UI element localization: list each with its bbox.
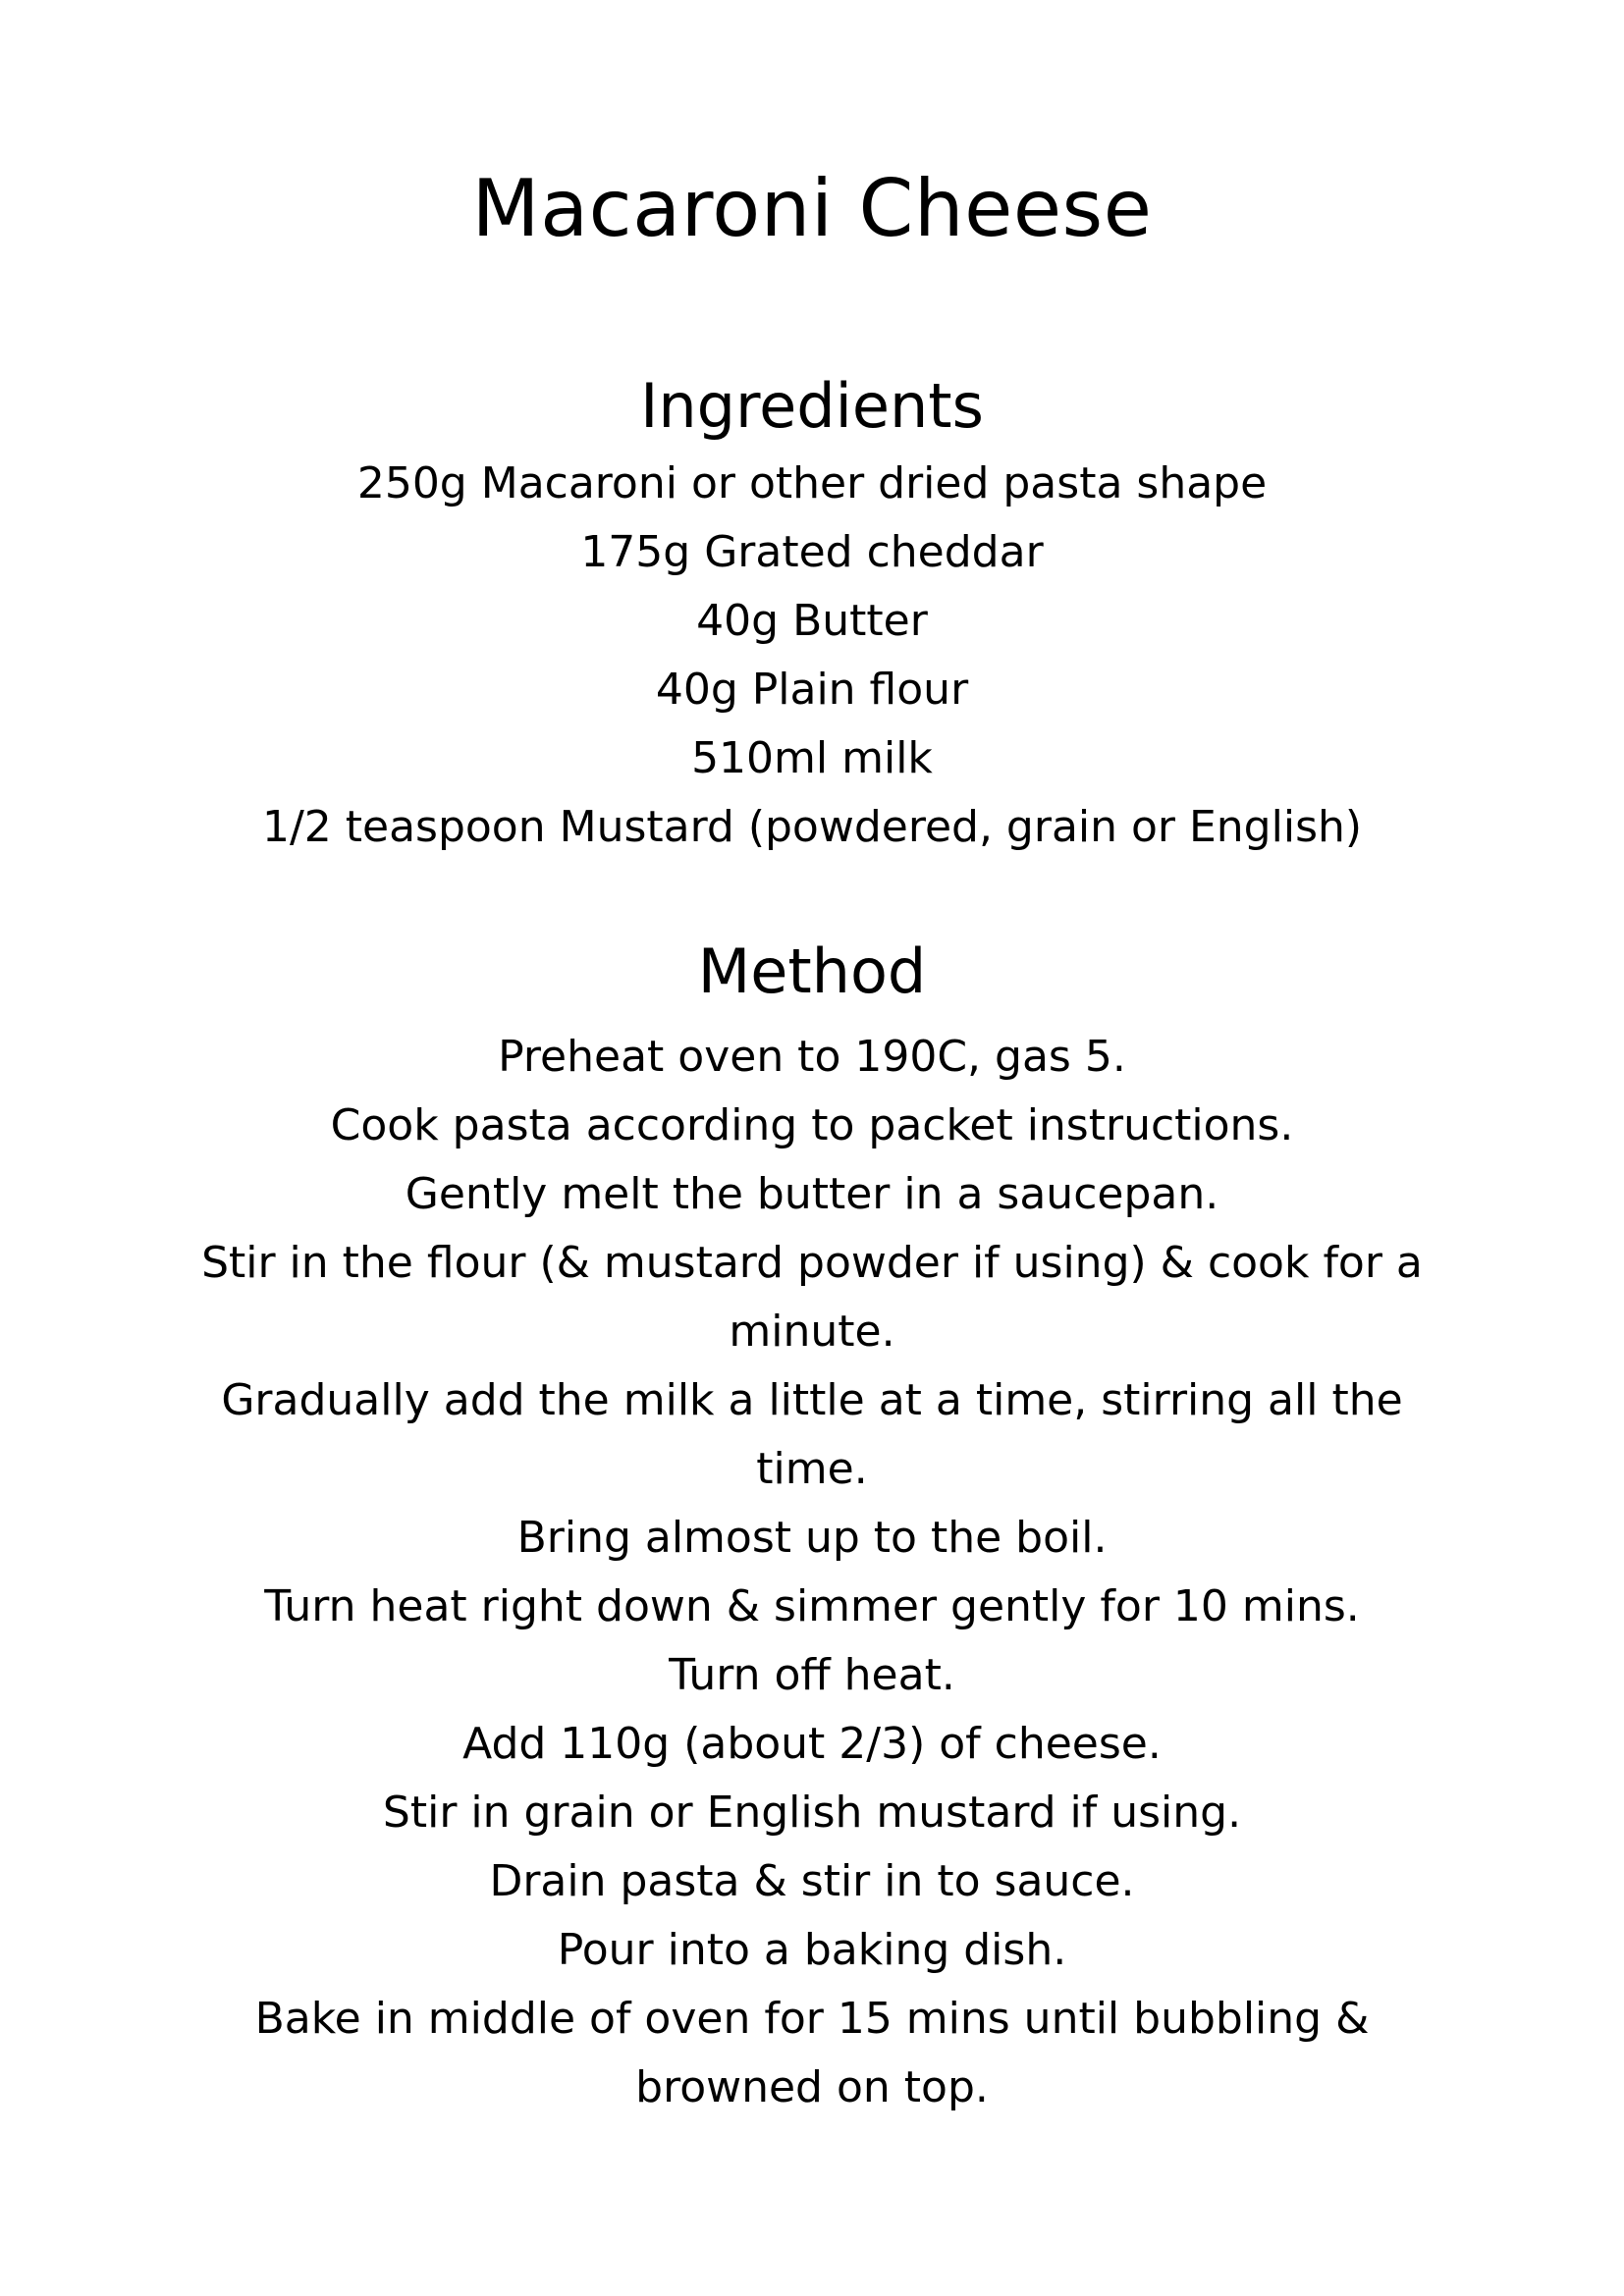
ingredients-list: [147, 450, 1477, 862]
ingredients-heading: Ingredients: [640, 370, 984, 442]
ingredient-item: 1/2 teaspoon Mustard (powdered, grain or English): [261, 802, 1363, 852]
method-step: Turn off heat.: [669, 1650, 955, 1700]
method-step: Gradually add the milk a little at a time, stirring all the time.: [221, 1375, 1403, 1494]
method-step: Bake in middle of oven for 15 mins until bubbling & browned on top.: [254, 1994, 1370, 2112]
method-step: Pour into a baking dish.: [557, 1925, 1067, 1975]
method-step: Bring almost up to the boil.: [516, 1513, 1108, 1563]
ingredient-item: 40g Butter: [696, 596, 928, 646]
ingredient-item: 175g Grated cheddar: [580, 527, 1044, 577]
ingredient-item: 40g Plain flour: [655, 665, 969, 715]
method-step: Turn heat right down & simmer gently for 10 mins.: [264, 1581, 1360, 1631]
method-list: [167, 1023, 1457, 2122]
recipe-title: Macaroni Cheese: [471, 163, 1153, 254]
method-step: Add 110g (about 2/3) of cheese.: [462, 1719, 1162, 1769]
method-step: Stir in the flour (& mustard powder if using) & cook for a minute.: [201, 1238, 1423, 1357]
method-step: Stir in grain or English mustard if using.: [382, 1788, 1242, 1838]
ingredient-item: 510ml milk: [691, 733, 933, 783]
method-step: Preheat oven to 190C, gas 5.: [498, 1032, 1126, 1082]
method-step: Drain pasta & stir in to sauce.: [489, 1856, 1135, 1906]
ingredient-item: 250g Macaroni or other dried pasta shape: [356, 458, 1268, 508]
method-step: Gently melt the butter in a saucepan.: [405, 1169, 1219, 1219]
method-heading: Method: [697, 935, 927, 1007]
method-step: Cook pasta according to packet instructions.: [330, 1100, 1294, 1150]
